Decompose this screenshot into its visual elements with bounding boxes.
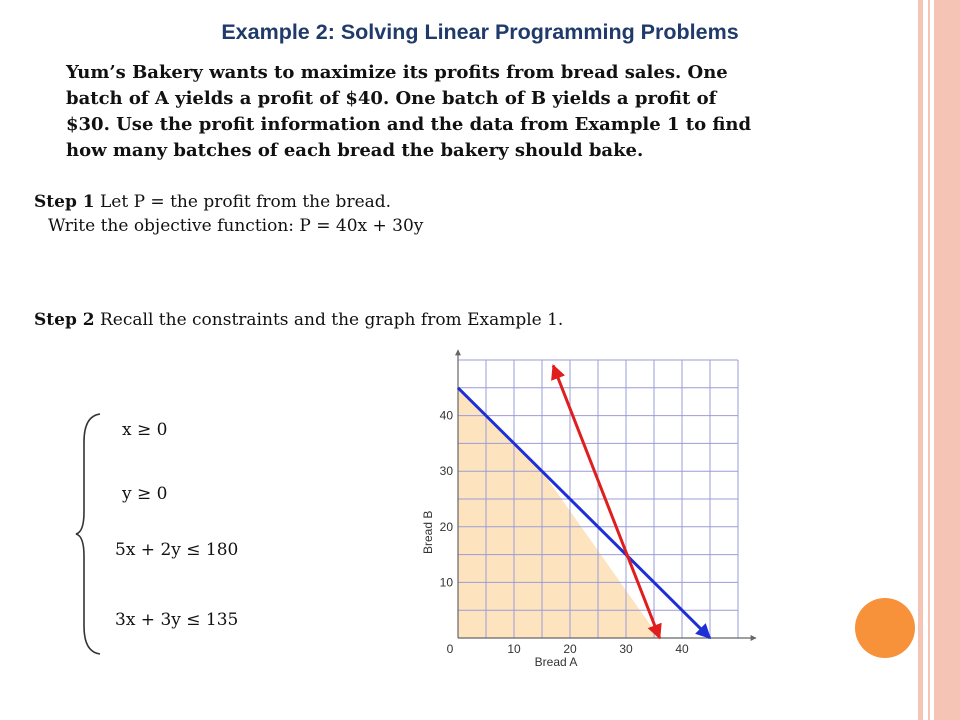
- objective-function: Write the objective function: P = 40x + 30y: [48, 216, 424, 236]
- step-2-label: Step 2: [34, 310, 95, 330]
- x-tick-label: 0: [446, 642, 454, 656]
- problem-line: $30. Use the profit information and the data from Example 1 to find: [66, 114, 752, 135]
- step-1-text: Let P = the profit from the bread.: [100, 192, 392, 212]
- y-tick-label: 10: [439, 575, 453, 590]
- side-stripe-2: [928, 0, 930, 720]
- y-tick-label: 30: [439, 464, 453, 479]
- y-axis-label: Bread B: [421, 510, 435, 555]
- slide-title: Example 2: Solving Linear Programming Problems: [221, 20, 739, 44]
- side-stripe-3: [934, 0, 960, 720]
- constraint: 5x + 2y ≤ 180: [115, 540, 239, 560]
- constraint: 3x + 3y ≤ 135: [115, 610, 239, 630]
- decorative-circle: [855, 598, 915, 658]
- x-tick-label: 10: [507, 642, 521, 656]
- problem-line: how many batches of each bread the bakery should bake.: [66, 140, 644, 161]
- step-2-text: Recall the constraints and the graph from Example 1.: [100, 310, 564, 330]
- x-axis-label: Bread A: [534, 655, 578, 669]
- feasible-region: [458, 388, 660, 638]
- x-tick-label: 30: [619, 642, 633, 656]
- y-tick-label: 20: [439, 519, 453, 534]
- step-1: [34, 192, 391, 212]
- x-tick-label: 40: [675, 642, 689, 656]
- step-2: [34, 310, 563, 330]
- step-1-label: Step 1: [34, 192, 95, 212]
- x-tick-label: 20: [563, 642, 577, 656]
- feasible-region-chart: [408, 340, 760, 678]
- constraint-brace: [74, 412, 104, 656]
- problem-statement: [66, 60, 926, 164]
- problem-line: Yum’s Bakery wants to maximize its profits from bread sales. One: [66, 62, 728, 83]
- constraint: y ≥ 0: [122, 484, 168, 504]
- problem-line: batch of A yields a profit of $40. One batch of B yields a profit of: [66, 88, 717, 109]
- y-tick-label: 40: [439, 408, 453, 423]
- constraint: x ≥ 0: [122, 420, 168, 440]
